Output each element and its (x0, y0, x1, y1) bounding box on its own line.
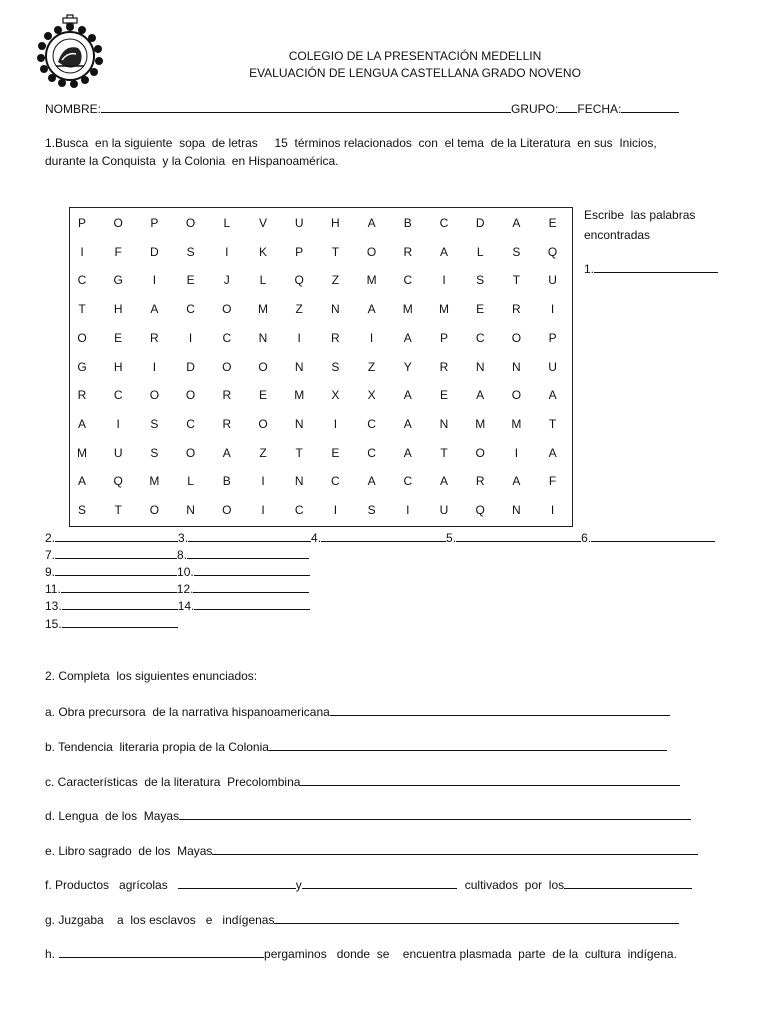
q2-item-b: b. Tendencia literaria propia de la Colonia (45, 739, 667, 754)
group-field[interactable] (558, 101, 577, 113)
q2-f-field-1[interactable] (178, 877, 296, 889)
grid-letter: H (113, 302, 123, 317)
grid-letter: R (77, 388, 87, 403)
grid-letter: M (475, 416, 486, 431)
grid-letter: A (548, 445, 557, 460)
grid-letter: T (512, 273, 521, 288)
grid-letter: C (331, 474, 340, 489)
date-label: FECHA: (577, 102, 622, 116)
grid-letter: M (294, 388, 305, 403)
group-label: GRUPO: (511, 102, 559, 116)
answer-6-field[interactable] (591, 530, 715, 542)
grid-letter: I (406, 503, 410, 517)
q2-a-field[interactable] (330, 704, 670, 716)
name-field[interactable] (101, 101, 511, 113)
q2-item-a: a. Obra precursora de la narrativa hispanoamericana (45, 704, 670, 719)
grid-letter: O (222, 359, 232, 374)
grid-letter: A (403, 416, 412, 431)
grid-letter: O (113, 216, 123, 230)
answer-9-field[interactable] (55, 564, 177, 576)
grid-letter: R (439, 359, 449, 374)
grid-letter: E (186, 273, 195, 288)
grid-letter: D (186, 359, 195, 374)
grid-letter: C (186, 302, 195, 317)
grid-letter: U (548, 359, 557, 374)
grid-letter: P (548, 330, 557, 345)
grid-letter: I (152, 359, 157, 374)
grid-letter: P (439, 330, 448, 345)
grid-letter: L (187, 474, 194, 489)
grid-letter: O (77, 330, 87, 345)
grid-letter: A (367, 216, 376, 230)
grid-letter: S (77, 503, 86, 517)
grid-letter: A (77, 416, 86, 431)
grid-letter: U (548, 273, 557, 288)
q2-e-field[interactable] (212, 843, 698, 855)
grid-letter: F (114, 244, 122, 259)
grid-letter: I (442, 273, 446, 288)
grid-letter: R (475, 474, 485, 489)
grid-letter: A (367, 302, 376, 317)
grid-letter: P (150, 216, 159, 230)
grid-letter: P (77, 216, 86, 230)
side-label-1: Escribe las palabras (584, 208, 696, 222)
grid-letter: T (548, 416, 557, 431)
q2-title: 2. Completa los siguientes enunciados: (45, 669, 258, 683)
grid-letter: O (149, 388, 160, 403)
grid-letter: D (475, 216, 485, 230)
grid-letter: K (258, 244, 267, 259)
answer-11-field[interactable] (61, 581, 177, 593)
grid-letter: S (150, 445, 159, 460)
grid-letter: Q (475, 503, 485, 517)
q2-b-field[interactable] (269, 739, 667, 751)
q2-g-field[interactable] (274, 912, 679, 924)
grid-letter: T (295, 445, 303, 460)
grid-letter: H (331, 216, 340, 230)
answer-7-field[interactable] (55, 547, 177, 559)
grid-letter: A (476, 388, 485, 403)
grid-letter: N (258, 330, 268, 345)
grid-letter: O (185, 445, 196, 460)
grid-letter: B (403, 216, 412, 230)
exam-title: EVALUACIÓN DE LENGUA CASTELLANA GRADO NOVENO (249, 66, 581, 80)
answer-5-field[interactable] (456, 530, 581, 542)
grid-letter: I (116, 416, 120, 431)
answer-13-field[interactable] (62, 598, 178, 610)
grid-letter: N (294, 474, 304, 489)
q2-c-field[interactable] (300, 774, 680, 786)
q2-item-c: c. Características de la literatura Precolombina (45, 774, 680, 789)
grid-letter: S (186, 244, 195, 259)
grid-letter: M (511, 416, 522, 431)
answer-12-field[interactable] (193, 581, 309, 593)
q2-item-h: h. pergaminos donde se encuentra plasmada parte de la cultura indígena. (45, 947, 677, 961)
answer-3-field[interactable] (188, 530, 311, 542)
grid-letter: A (548, 388, 557, 403)
grid-letter: N (475, 359, 485, 374)
answer-15-field[interactable] (62, 616, 178, 628)
grid-letter: C (222, 330, 232, 345)
grid-letter: C (403, 273, 413, 288)
answers-row-3: 9. 10. (45, 564, 310, 579)
grid-letter: A (403, 445, 412, 460)
q2-d-field[interactable] (179, 808, 691, 820)
grid-letter: M (77, 445, 87, 460)
grid-letter: X (367, 388, 376, 403)
grid-letter: O (511, 388, 522, 403)
grid-letter: I (261, 503, 265, 517)
grid-letter: N (512, 359, 521, 374)
grid-letter: E (548, 216, 557, 230)
grid-letter: Q (294, 273, 304, 288)
grid-letter: I (80, 244, 84, 259)
grid-letter: E (476, 302, 485, 317)
grid-letter: C (475, 330, 485, 345)
grid-letter: A (403, 330, 412, 345)
grid-letter: R (150, 330, 159, 345)
grid-letter: N (439, 416, 449, 431)
answers-row-4: 11. 12. (45, 581, 309, 596)
grid-letter: G (113, 273, 123, 288)
grid-letter: M (402, 302, 413, 317)
grid-letter: I (152, 273, 157, 288)
grid-letter: O (185, 388, 196, 403)
grid-letter: O (222, 302, 232, 317)
answer-8-field[interactable] (187, 547, 309, 559)
grid-letter: C (367, 445, 376, 460)
grid-letter: Y (403, 359, 412, 374)
grid-letter: S (331, 359, 340, 374)
grid-letter: N (331, 302, 340, 317)
grid-letter: I (261, 474, 265, 489)
grid-letter: A (439, 244, 448, 259)
grid-letter: E (439, 388, 448, 403)
grid-letter: A (439, 474, 448, 489)
q1-instruction-line1: 1.Busca en la siguiente sopa de letras 15 términos relacionados con el tema de la Literatura en sus Inicios, (45, 136, 657, 150)
grid-letter: U (294, 216, 304, 230)
answer-1: 1. (584, 261, 718, 276)
grid-letter: O (222, 503, 232, 517)
grid-letter: T (331, 244, 340, 259)
grid-letter: I (333, 416, 338, 431)
grid-letter: C (294, 503, 304, 517)
grid-letter: A (512, 216, 521, 230)
grid-letter: R (331, 330, 340, 345)
grid-letter: R (512, 302, 521, 317)
grid-letter: M (258, 302, 268, 317)
grid-letter: Q (113, 474, 123, 489)
grid-letter: L (476, 244, 484, 259)
grid-letter: E (258, 388, 267, 403)
grid-letter: L (223, 216, 231, 230)
grid-letter: Z (367, 359, 376, 374)
grid-letter: O (185, 216, 196, 230)
word-search-grid (69, 207, 573, 527)
grid-letter: F (548, 474, 557, 489)
grid-letter: C (113, 388, 123, 403)
grid-letter: S (512, 244, 521, 259)
grid-letter: X (331, 388, 340, 403)
grid-letter: S (150, 416, 159, 431)
grid-letter: I (297, 330, 301, 345)
grid-letter: J (223, 273, 230, 288)
grid-letter: P (295, 244, 304, 259)
q2-h-field[interactable] (59, 946, 264, 958)
grid-letter: G (77, 359, 87, 374)
grid-letter: O (149, 503, 160, 517)
grid-letter: M (366, 273, 377, 288)
q2-item-d: d. Lengua de los Mayas (45, 808, 691, 823)
grid-letter: O (366, 244, 377, 259)
grid-letter: A (403, 388, 412, 403)
grid-letter: O (258, 416, 268, 431)
date-field[interactable] (621, 101, 679, 113)
q2-item-g: g. Juzgaba a los esclavos e indígenas (45, 912, 679, 927)
grid-letter: O (511, 330, 522, 345)
grid-letter: I (550, 302, 555, 317)
grid-letter: A (77, 474, 86, 489)
grid-letter: I (188, 330, 193, 345)
grid-letter: N (294, 416, 304, 431)
grid-letter: M (149, 474, 160, 489)
grid-letter: I (333, 503, 338, 517)
grid-letter: V (258, 216, 267, 230)
grid-letter: T (440, 445, 448, 460)
answers-row-2: 7. 8. (45, 547, 309, 562)
grid-letter: I (369, 330, 374, 345)
grid-letter: E (331, 445, 340, 460)
q2-f-field-3[interactable] (564, 877, 692, 889)
grid-letter: R (222, 388, 232, 403)
grid-letter: Z (259, 445, 267, 460)
grid-letter: I (514, 445, 519, 460)
student-info-line (45, 101, 679, 116)
answers-row-5: 13. 14. (45, 598, 310, 613)
grid-letter: D (150, 244, 159, 259)
grid-letter: N (294, 359, 304, 374)
q2-f-field-2[interactable] (302, 877, 457, 889)
grid-letter: R (403, 244, 413, 259)
grid-letter: U (439, 503, 449, 517)
grid-letter: S (476, 273, 485, 288)
answer-2-field[interactable] (55, 530, 178, 542)
grid-letter: T (78, 302, 86, 317)
grid-letter: A (150, 302, 159, 317)
q2-item-f: f. Productos agrícolas y cultivados por los (45, 877, 692, 892)
grid-letter: T (114, 503, 122, 517)
grid-letter: C (439, 216, 449, 230)
grid-letter: L (259, 273, 267, 288)
answers-row-1: 2. 3. 4. 5. 6. (45, 530, 715, 545)
grid-letter: Z (295, 302, 303, 317)
grid-letter: A (222, 445, 231, 460)
grid-letter: I (550, 503, 555, 517)
grid-letter: A (367, 474, 376, 489)
grid-letter: M (439, 302, 449, 317)
grid-letter: O (258, 359, 268, 374)
grid-letter: C (367, 416, 376, 431)
answer-14-field[interactable] (194, 598, 310, 610)
answer-1-field[interactable] (594, 261, 718, 273)
grid-letter: Z (331, 273, 340, 288)
grid-letter: N (512, 503, 521, 517)
grid-letter: C (77, 273, 87, 288)
q2-item-e: e. Libro sagrado de los Mayas (45, 843, 698, 858)
side-label-2: encontradas (584, 228, 651, 242)
grid-letter: A (512, 474, 521, 489)
grid-letter: C (403, 474, 413, 489)
grid-letter: E (114, 330, 123, 345)
school-name: COLEGIO DE LA PRESENTACIÓN MEDELLIN (288, 49, 542, 63)
q1-instruction-line2: durante la Conquista y la Colonia en Hispanoamérica. (45, 154, 339, 168)
grid-letter: Q (547, 244, 558, 259)
grid-letter: C (186, 416, 195, 431)
grid-letter: S (367, 503, 376, 517)
grid-letter: U (113, 445, 123, 460)
answers-row-6: 15. (45, 616, 178, 631)
name-label: NOMBRE: (45, 102, 102, 116)
grid-letter: I (225, 244, 229, 259)
grid-letter: N (186, 503, 195, 517)
grid-letter: R (222, 416, 232, 431)
answer-10-field[interactable] (194, 564, 310, 576)
grid-letter: H (113, 359, 123, 374)
grid-letter: O (475, 445, 485, 460)
answer-4-field[interactable] (321, 530, 446, 542)
grid-letter: B (222, 474, 231, 489)
